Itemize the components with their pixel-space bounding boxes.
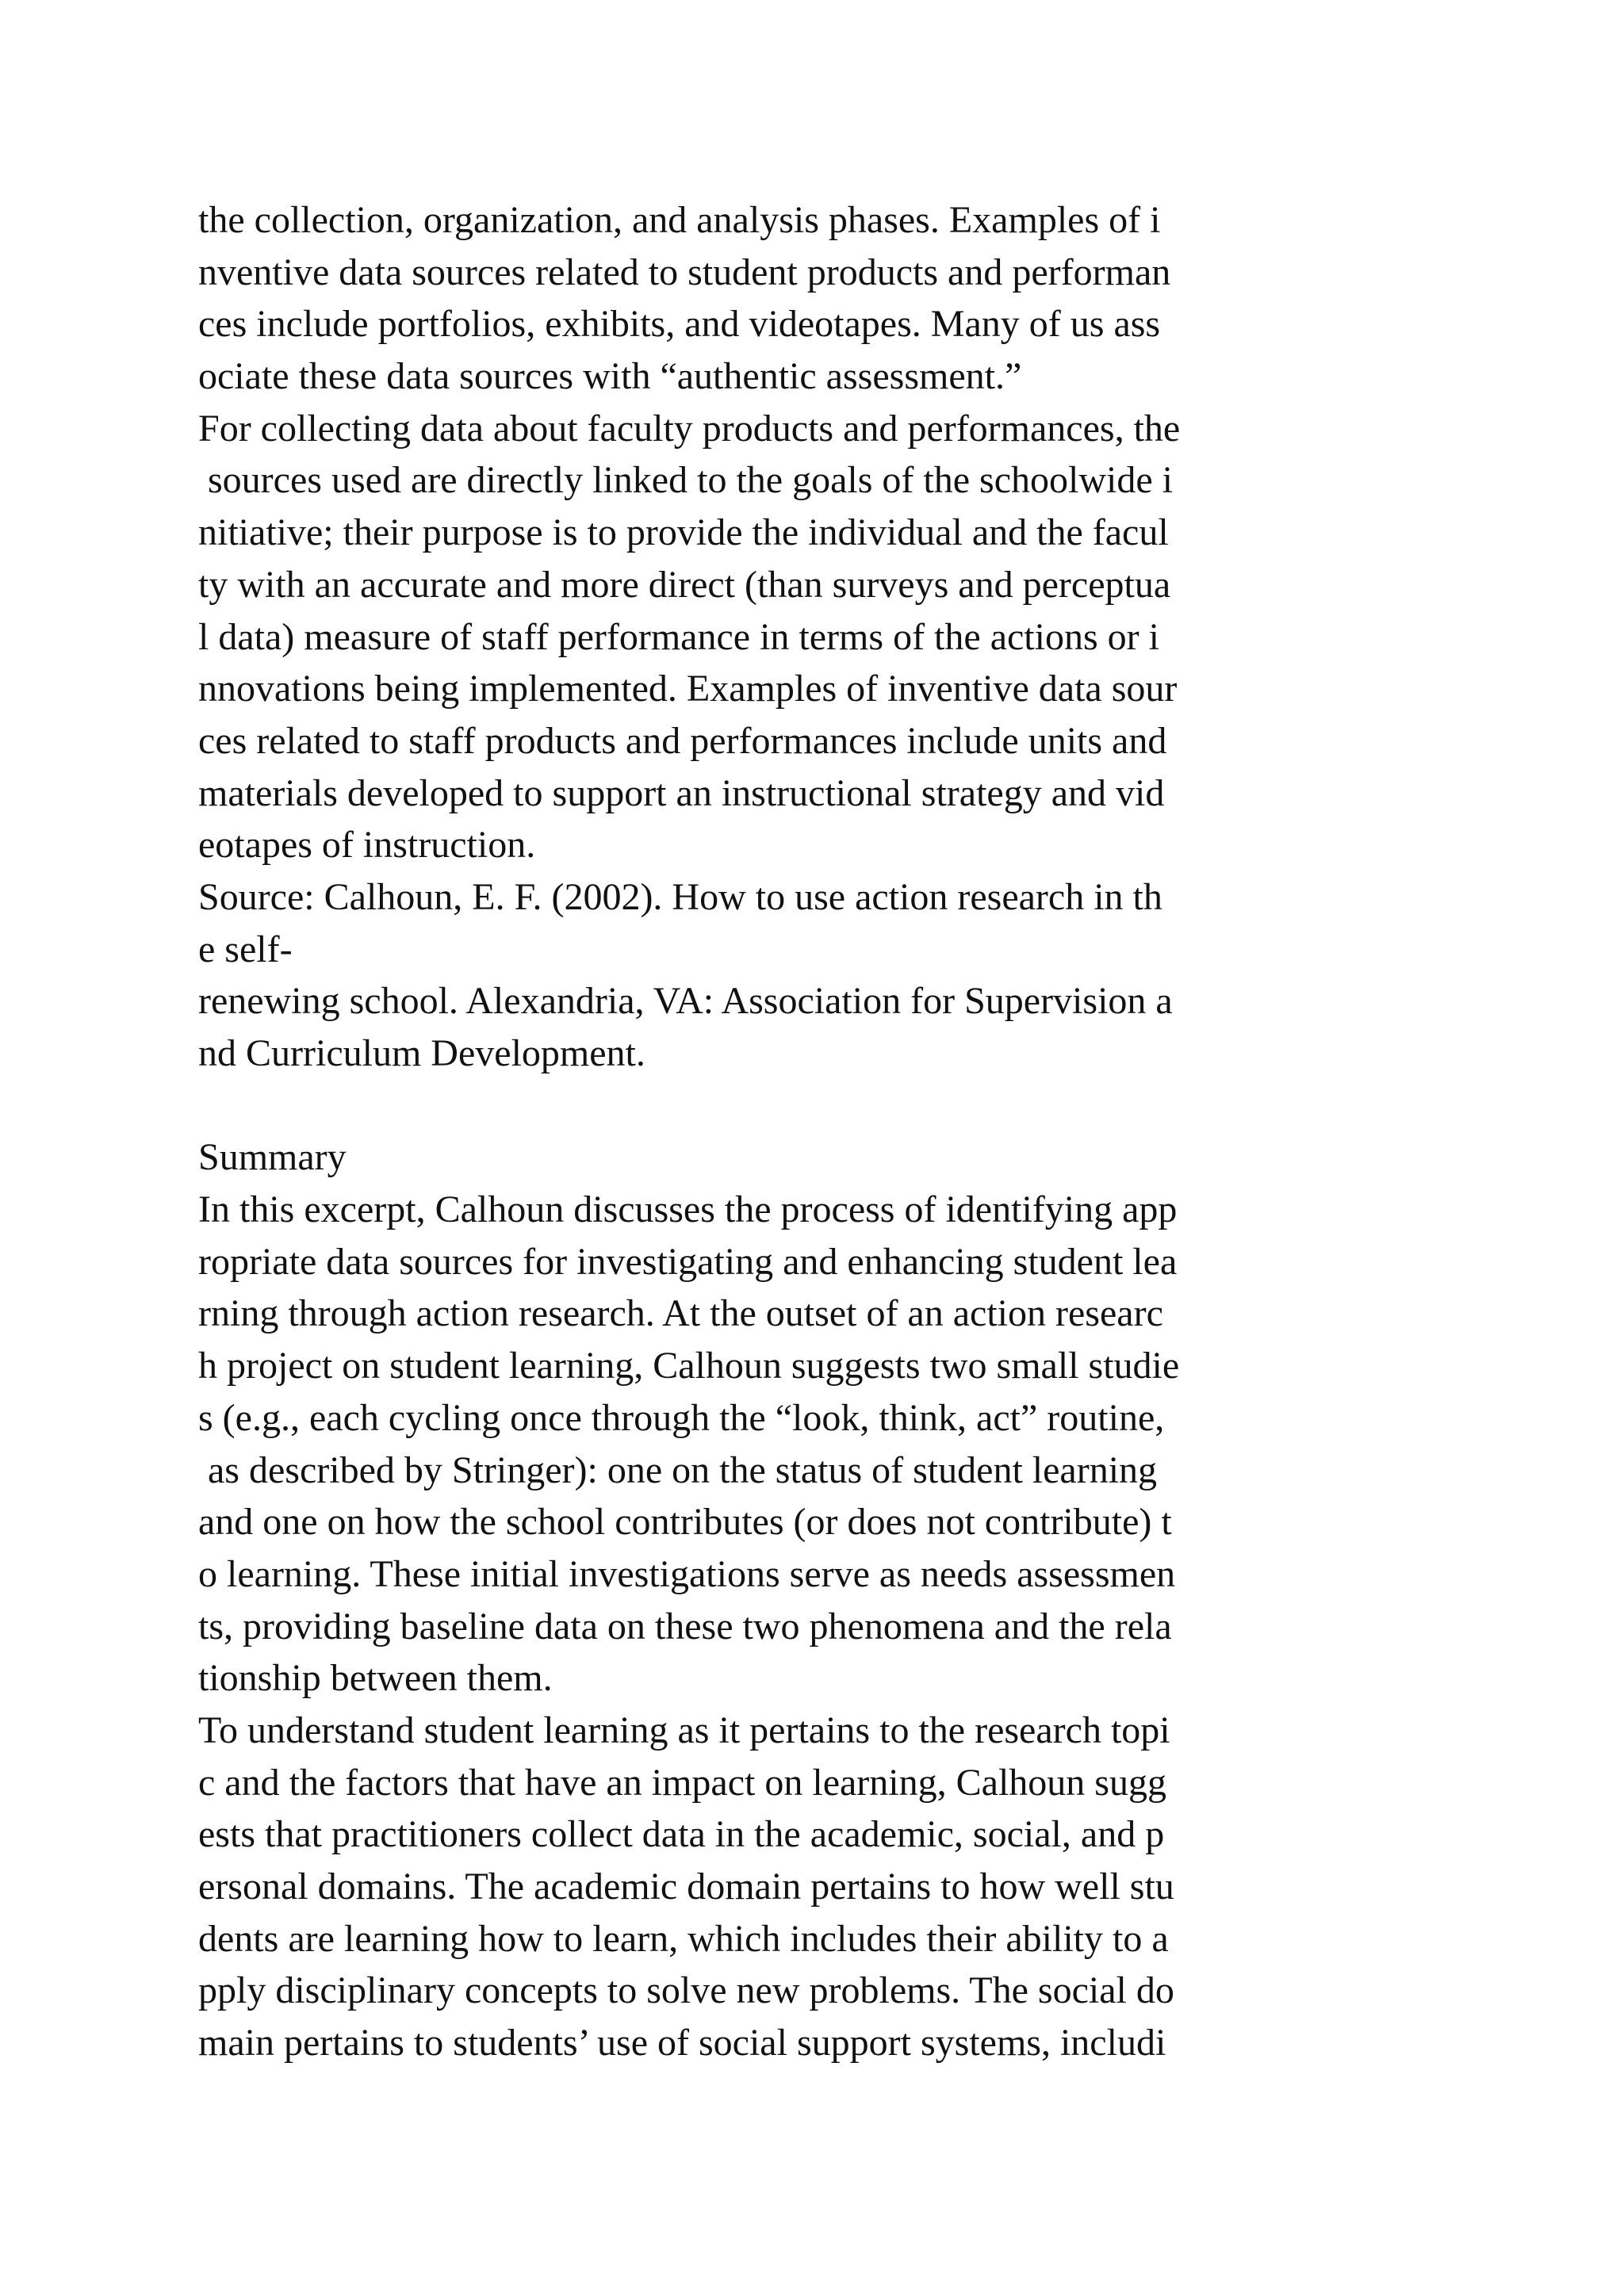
document-text [198, 194, 1435, 2069]
text-line: e self- [198, 928, 293, 970]
text-line: ests that practitioners collect data in the academic, social, and p [198, 1813, 1165, 1856]
text-line: tionship between them. [198, 1657, 553, 1700]
source-citation [198, 871, 1435, 1080]
text-line: s (e.g., each cycling once through the “look, think, act” routine, [198, 1396, 1165, 1439]
paragraph-faculty-products [198, 403, 1435, 871]
text-line: nitiative; their purpose is to provide the individual and the facul [198, 511, 1169, 554]
text-line: sources used are directly linked to the goals of the schoolwide i [198, 459, 1173, 502]
text-line: ty with an accurate and more direct (than surveys and perceptua [198, 563, 1171, 606]
text-line: ersonal domains. The academic domain pertains to how well stu [198, 1866, 1174, 1908]
text-line: pply disciplinary concepts to solve new problems. The social do [198, 1969, 1174, 2012]
text-line: ces related to staff products and performances include units and [198, 719, 1167, 762]
paragraph-summary-excerpt [198, 1184, 1435, 1705]
text-line: To understand student learning as it pertains to the research topi [198, 1709, 1170, 1751]
text-line: l data) measure of staff performance in terms of the actions or i [198, 615, 1159, 658]
text-line: nnovations being implemented. Examples of inventive data sour [198, 668, 1178, 710]
blank-line [198, 1080, 1435, 1132]
paragraph-inventive-data-sources [198, 194, 1435, 403]
text-line: ociate these data sources with “authentic assessment.” [198, 355, 1022, 398]
text-line: main pertains to students’ use of social support systems, includi [198, 2022, 1166, 2064]
summary-heading: Summary [198, 1136, 347, 1179]
text-line: as described by Stringer): one on the status of student learning [198, 1448, 1158, 1491]
text-line: rning through action research. At the outset of an action researc [198, 1292, 1163, 1335]
text-line: nd Curriculum Development. [198, 1032, 645, 1074]
paragraph-student-learning-domains [198, 1705, 1435, 2069]
text-line: nventive data sources related to student products and performan [198, 251, 1171, 293]
text-line: renewing school. Alexandria, VA: Association for Supervision a [198, 980, 1173, 1023]
text-line: h project on student learning, Calhoun suggests two small studie [198, 1345, 1180, 1387]
text-line: ces include portfolios, exhibits, and videotapes. Many of us ass [198, 303, 1161, 346]
text-line: materials developed to support an instructional strategy and vid [198, 771, 1165, 814]
text-line: eotapes of instruction. [198, 824, 536, 867]
text-line: o learning. These initial investigations serve as needs assessmen [198, 1552, 1176, 1595]
text-line: ts, providing baseline data on these two phenomena and the rela [198, 1605, 1172, 1647]
text-line: dents are learning how to learn, which includes their ability to a [198, 1917, 1169, 1960]
text-line: Source: Calhoun, E. F. (2002). How to use action research in th [198, 875, 1162, 918]
text-line: ropriate data sources for investigating and enhancing student lea [198, 1240, 1178, 1283]
text-line: In this excerpt, Calhoun discusses the process of identifying app [198, 1188, 1178, 1231]
text-line: the collection, organization, and analysis phases. Examples of i [198, 199, 1161, 241]
text-line: For collecting data about faculty products and performances, the [198, 407, 1181, 450]
text-line: c and the factors that have an impact on learning, Calhoun sugg [198, 1761, 1166, 1804]
text-line: and one on how the school contributes (or does not contribute) t [198, 1501, 1172, 1544]
